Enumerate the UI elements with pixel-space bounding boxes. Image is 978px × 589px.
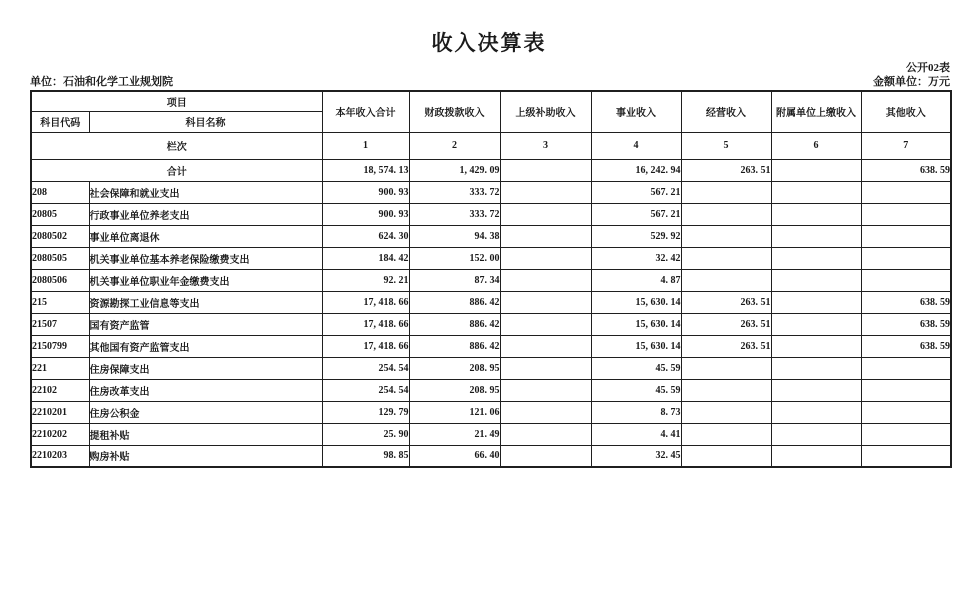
value-cell <box>500 445 591 467</box>
subject-code-cell: 20805 <box>31 203 89 225</box>
value-cell: 45. 59 <box>591 357 681 379</box>
header-row-1 <box>31 91 951 111</box>
value-cell <box>681 423 771 445</box>
value-cell <box>681 247 771 269</box>
column-number-cell: 2 <box>409 132 500 159</box>
value-cell <box>681 401 771 423</box>
value-cell <box>681 379 771 401</box>
value-cell <box>500 423 591 445</box>
value-cell <box>771 181 861 203</box>
value-cell <box>861 225 951 247</box>
value-cell <box>861 247 951 269</box>
value-cell: 21. 49 <box>409 423 500 445</box>
value-cell <box>861 423 951 445</box>
column-number-cell: 5 <box>681 132 771 159</box>
value-cell <box>861 203 951 225</box>
subject-code-cell: 208 <box>31 181 89 203</box>
header-total-income: 本年收入合计 <box>322 91 409 132</box>
value-cell <box>771 269 861 291</box>
value-cell <box>771 203 861 225</box>
subject-name-cell: 机关事业单位基本养老保险缴费支出 <box>89 247 322 269</box>
value-cell <box>500 335 591 357</box>
amount-unit-label: 金额单位：万元 <box>873 76 950 88</box>
sheet <box>30 62 950 468</box>
value-cell: 1, 429. 09 <box>409 159 500 181</box>
value-cell <box>861 269 951 291</box>
value-cell: 638. 59 <box>861 313 951 335</box>
value-cell: 900. 93 <box>322 203 409 225</box>
table-row <box>31 247 951 269</box>
value-cell: 17, 418. 66 <box>322 335 409 357</box>
value-cell <box>861 401 951 423</box>
value-cell: 638. 59 <box>861 291 951 313</box>
subject-code-cell: 2210202 <box>31 423 89 445</box>
value-cell: 121. 06 <box>409 401 500 423</box>
subject-code-cell: 2080502 <box>31 225 89 247</box>
form-code-label: 公开02表 <box>906 62 950 74</box>
value-cell: 129. 79 <box>322 401 409 423</box>
value-cell <box>861 357 951 379</box>
value-cell: 15, 630. 14 <box>591 335 681 357</box>
header-subject-name-cell: 科目名称 <box>89 111 322 132</box>
subject-code-cell: 2210201 <box>31 401 89 423</box>
subject-code-cell: 22102 <box>31 379 89 401</box>
value-cell: 4. 87 <box>591 269 681 291</box>
value-cell <box>771 335 861 357</box>
value-cell <box>500 401 591 423</box>
subject-name-cell: 事业单位离退休 <box>89 225 322 247</box>
row-index-label-cell: 栏次 <box>31 132 322 159</box>
total-label-cell: 合计 <box>31 159 322 181</box>
subject-name-cell: 国有资产监管 <box>89 313 322 335</box>
subject-code-cell: 215 <box>31 291 89 313</box>
value-cell: 98. 85 <box>322 445 409 467</box>
subject-code-cell: 21507 <box>31 313 89 335</box>
value-cell: 45. 59 <box>591 379 681 401</box>
table-row <box>31 445 951 467</box>
value-cell <box>771 225 861 247</box>
value-cell <box>771 313 861 335</box>
income-table <box>30 90 952 468</box>
value-cell: 17, 418. 66 <box>322 291 409 313</box>
value-cell: 87. 34 <box>409 269 500 291</box>
column-index-row <box>31 132 951 159</box>
value-cell: 4. 41 <box>591 423 681 445</box>
header-other-income: 其他收入 <box>861 91 951 132</box>
value-cell <box>771 247 861 269</box>
table-row <box>31 313 951 335</box>
value-cell: 900. 93 <box>322 181 409 203</box>
table-row <box>31 181 951 203</box>
subject-name-cell: 提租补贴 <box>89 423 322 445</box>
value-cell: 254. 54 <box>322 379 409 401</box>
value-cell <box>681 181 771 203</box>
value-cell <box>861 379 951 401</box>
value-cell <box>500 247 591 269</box>
value-cell: 16, 242. 94 <box>591 159 681 181</box>
value-cell: 567. 21 <box>591 203 681 225</box>
document-page <box>0 27 978 589</box>
header-superior-subsidy-income: 上级补助收入 <box>500 91 591 132</box>
value-cell <box>771 357 861 379</box>
value-cell <box>681 225 771 247</box>
value-cell: 208. 95 <box>409 357 500 379</box>
value-cell: 886. 42 <box>409 335 500 357</box>
value-cell <box>500 357 591 379</box>
subject-code-cell: 2080506 <box>31 269 89 291</box>
value-cell <box>500 291 591 313</box>
value-cell: 638. 59 <box>861 159 951 181</box>
value-cell: 25. 90 <box>322 423 409 445</box>
header-subject-code-cell: 科目代码 <box>31 111 89 132</box>
value-cell: 886. 42 <box>409 313 500 335</box>
column-number-cell: 1 <box>322 132 409 159</box>
unit-label: 单位：石油和化学工业规划院 <box>30 76 173 88</box>
table-row <box>31 423 951 445</box>
value-cell: 254. 54 <box>322 357 409 379</box>
header-business-income: 事业收入 <box>591 91 681 132</box>
subject-name-cell: 机关事业单位职业年金缴费支出 <box>89 269 322 291</box>
value-cell <box>771 423 861 445</box>
value-cell: 32. 45 <box>591 445 681 467</box>
column-number-cell: 6 <box>771 132 861 159</box>
subject-code-cell: 221 <box>31 357 89 379</box>
subject-name-cell: 住房改革支出 <box>89 379 322 401</box>
value-cell <box>681 203 771 225</box>
subject-name-cell: 资源勘探工业信息等支出 <box>89 291 322 313</box>
value-cell <box>771 445 861 467</box>
value-cell: 529. 92 <box>591 225 681 247</box>
table-row <box>31 203 951 225</box>
value-cell: 32. 42 <box>591 247 681 269</box>
value-cell <box>861 445 951 467</box>
value-cell: 638. 59 <box>861 335 951 357</box>
value-cell: 15, 630. 14 <box>591 313 681 335</box>
header-project-cell: 项目 <box>31 91 322 111</box>
table-row <box>31 291 951 313</box>
value-cell: 263. 51 <box>681 313 771 335</box>
value-cell: 184. 42 <box>322 247 409 269</box>
value-cell <box>500 159 591 181</box>
value-cell: 567. 21 <box>591 181 681 203</box>
value-cell <box>500 181 591 203</box>
value-cell: 333. 72 <box>409 181 500 203</box>
subject-name-cell: 社会保障和就业支出 <box>89 181 322 203</box>
value-cell <box>681 357 771 379</box>
value-cell: 18, 574. 13 <box>322 159 409 181</box>
table-row <box>31 225 951 247</box>
table-row <box>31 379 951 401</box>
value-cell: 333. 72 <box>409 203 500 225</box>
value-cell <box>771 401 861 423</box>
subject-name-cell: 住房保障支出 <box>89 357 322 379</box>
value-cell: 17, 418. 66 <box>322 313 409 335</box>
table-row <box>31 357 951 379</box>
header-fiscal-appropriation-income: 财政拨款收入 <box>409 91 500 132</box>
value-cell: 94. 38 <box>409 225 500 247</box>
meta-line <box>30 75 950 89</box>
value-cell: 886. 42 <box>409 291 500 313</box>
value-cell: 92. 21 <box>322 269 409 291</box>
total-row <box>31 159 951 181</box>
subject-code-cell: 2080505 <box>31 247 89 269</box>
header-operating-income: 经营收入 <box>681 91 771 132</box>
value-cell <box>681 269 771 291</box>
value-cell <box>681 445 771 467</box>
value-cell: 208. 95 <box>409 379 500 401</box>
value-cell: 263. 51 <box>681 159 771 181</box>
subject-name-cell: 住房公积金 <box>89 401 322 423</box>
value-cell <box>771 379 861 401</box>
value-cell <box>771 159 861 181</box>
subject-code-cell: 2210203 <box>31 445 89 467</box>
subject-name-cell: 其他国有资产监管支出 <box>89 335 322 357</box>
page-title: 收入决算表 <box>431 31 547 55</box>
column-number-cell: 4 <box>591 132 681 159</box>
value-cell: 66. 40 <box>409 445 500 467</box>
value-cell <box>500 269 591 291</box>
table-row <box>31 269 951 291</box>
value-cell <box>500 313 591 335</box>
value-cell: 152. 00 <box>409 247 500 269</box>
value-cell: 624. 30 <box>322 225 409 247</box>
header-affiliated-unit-remittance-income: 附属单位上缴收入 <box>771 91 861 132</box>
subject-name-cell: 行政事业单位养老支出 <box>89 203 322 225</box>
column-number-cell: 3 <box>500 132 591 159</box>
value-cell <box>861 181 951 203</box>
value-cell: 263. 51 <box>681 335 771 357</box>
value-cell <box>500 203 591 225</box>
value-cell <box>500 225 591 247</box>
subject-name-cell: 购房补贴 <box>89 445 322 467</box>
value-cell <box>500 379 591 401</box>
value-cell: 8. 73 <box>591 401 681 423</box>
value-cell: 15, 630. 14 <box>591 291 681 313</box>
table-row <box>31 335 951 357</box>
value-cell: 263. 51 <box>681 291 771 313</box>
column-number-cell: 7 <box>861 132 951 159</box>
value-cell <box>771 291 861 313</box>
subject-code-cell: 2150799 <box>31 335 89 357</box>
table-row <box>31 401 951 423</box>
